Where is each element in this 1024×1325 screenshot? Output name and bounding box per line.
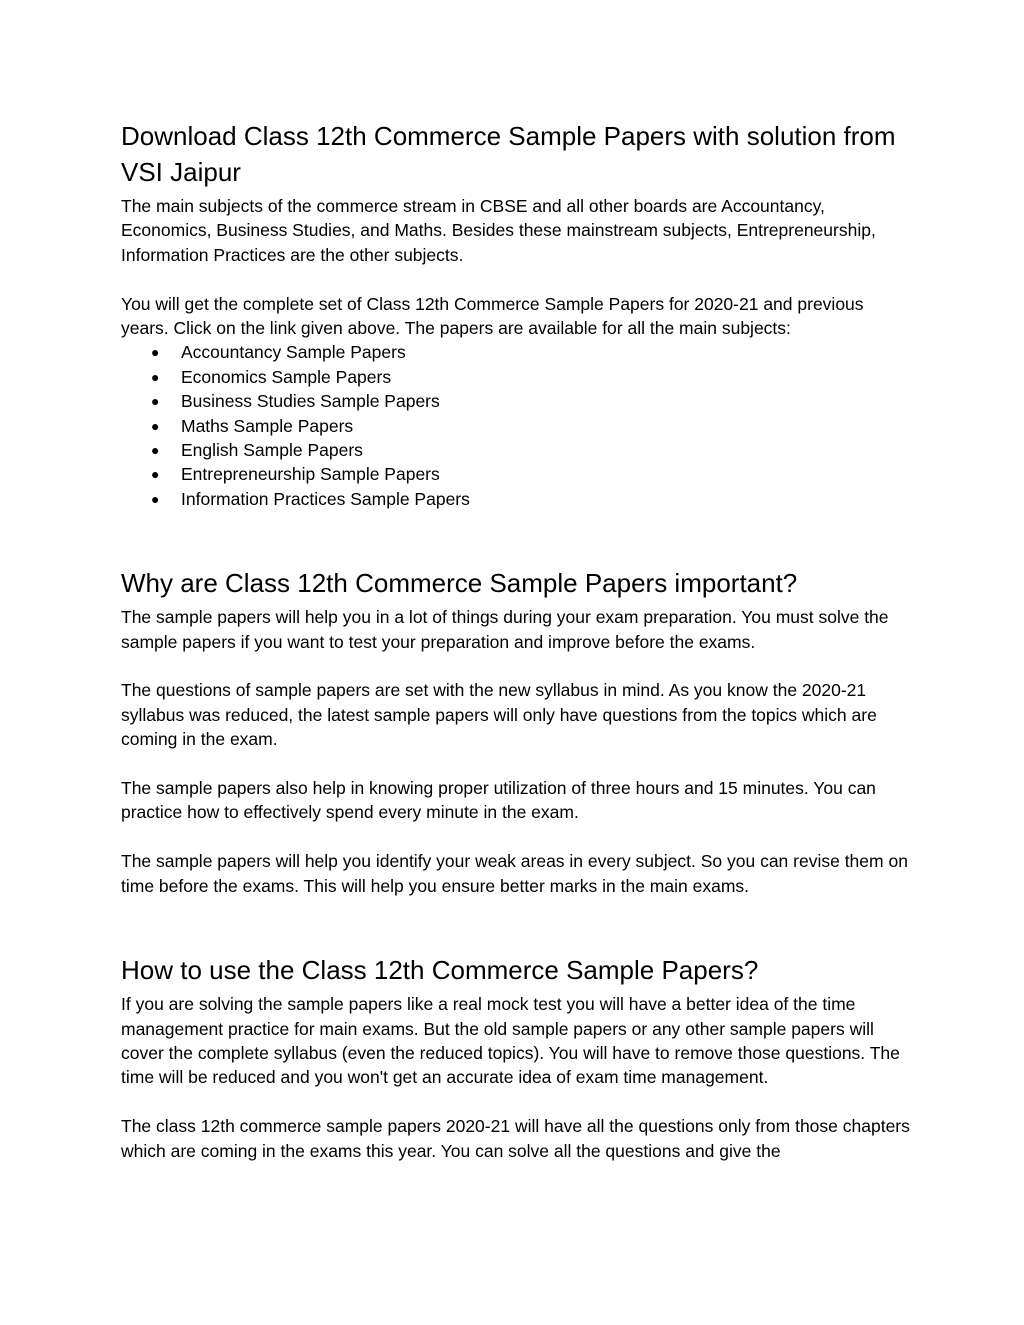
bullet-icon: ● [151,393,160,410]
bullet-icon: ● [151,466,160,483]
list-item: ● Maths Sample Papers [121,414,911,438]
bullet-icon: ● [151,490,160,507]
paragraph: You will get the complete set of Class 12th Commerce Sample Papers for 2020-21 and previous years. Click on the link given above. The papers are available for all the main subjects: [121,293,864,339]
list-item: ● Economics Sample Papers [121,365,911,389]
paragraph: The main subjects of the commerce stream in CBSE and all other boards are Accountancy, Economics, Business Studies, and Maths. Besides these mainstream subjects, Entrepreneurship, Information Practices are the other subjects. [121,196,876,265]
list-item: ● Accountancy Sample Papers [121,340,911,364]
paragraph: The class 12th commerce sample papers 2020-21 will have all the questions only from those chapters which are coming in the exams this year. You can solve all the questions and give the [121,1116,910,1161]
spacer [121,898,911,952]
list-item: ● English Sample Papers [121,438,911,462]
spacer [121,511,911,565]
section-heading-how: How to use the Class 12th Commerce Sample Papers? [121,955,759,986]
paragraph: The sample papers will help you identify your weak areas in every subject. So you can revise them on time before the exams. This will help you ensure better marks in the main exams. [121,851,908,896]
paragraph: The sample papers also help in knowing proper utilization of three hours and 15 minutes. You can practice how to effectively spend every minute in the exam. [121,778,876,823]
list-item: ● Entrepreneurship Sample Papers [121,462,911,486]
document-page [121,118,911,1163]
section-heading-download: Download Class 12th Commerce Sample Papers with solution from VSI Jaipur [121,121,896,187]
paragraph: If you are solving the sample papers like a real mock test you will have a better idea of the time management practice for main exams. But the old sample papers or any other sample papers will cover the complete syllabus (even the reduced topics). You will have to remove those questions. The time will be reduced and you won't get an accurate idea of exam time management. [121,994,900,1088]
bullet-icon: ● [151,417,160,434]
bullet-icon: ● [151,442,160,459]
bullet-icon: ● [151,368,160,385]
subject-list [121,340,911,511]
list-item: ● Business Studies Sample Papers [121,389,911,413]
bullet-icon: ● [151,344,160,361]
list-item: ● Information Practices Sample Papers [121,487,911,511]
paragraph: The sample papers will help you in a lot of things during your exam preparation. You must solve the sample papers if you want to test your preparation and improve before the exams. [121,607,889,652]
paragraph: The questions of sample papers are set with the new syllabus in mind. As you know the 2020-21 syllabus was reduced, the latest sample papers will only have questions from the topics which are coming in the exam. [121,680,877,750]
section-heading-why: Why are Class 12th Commerce Sample Papers important? [121,568,798,599]
